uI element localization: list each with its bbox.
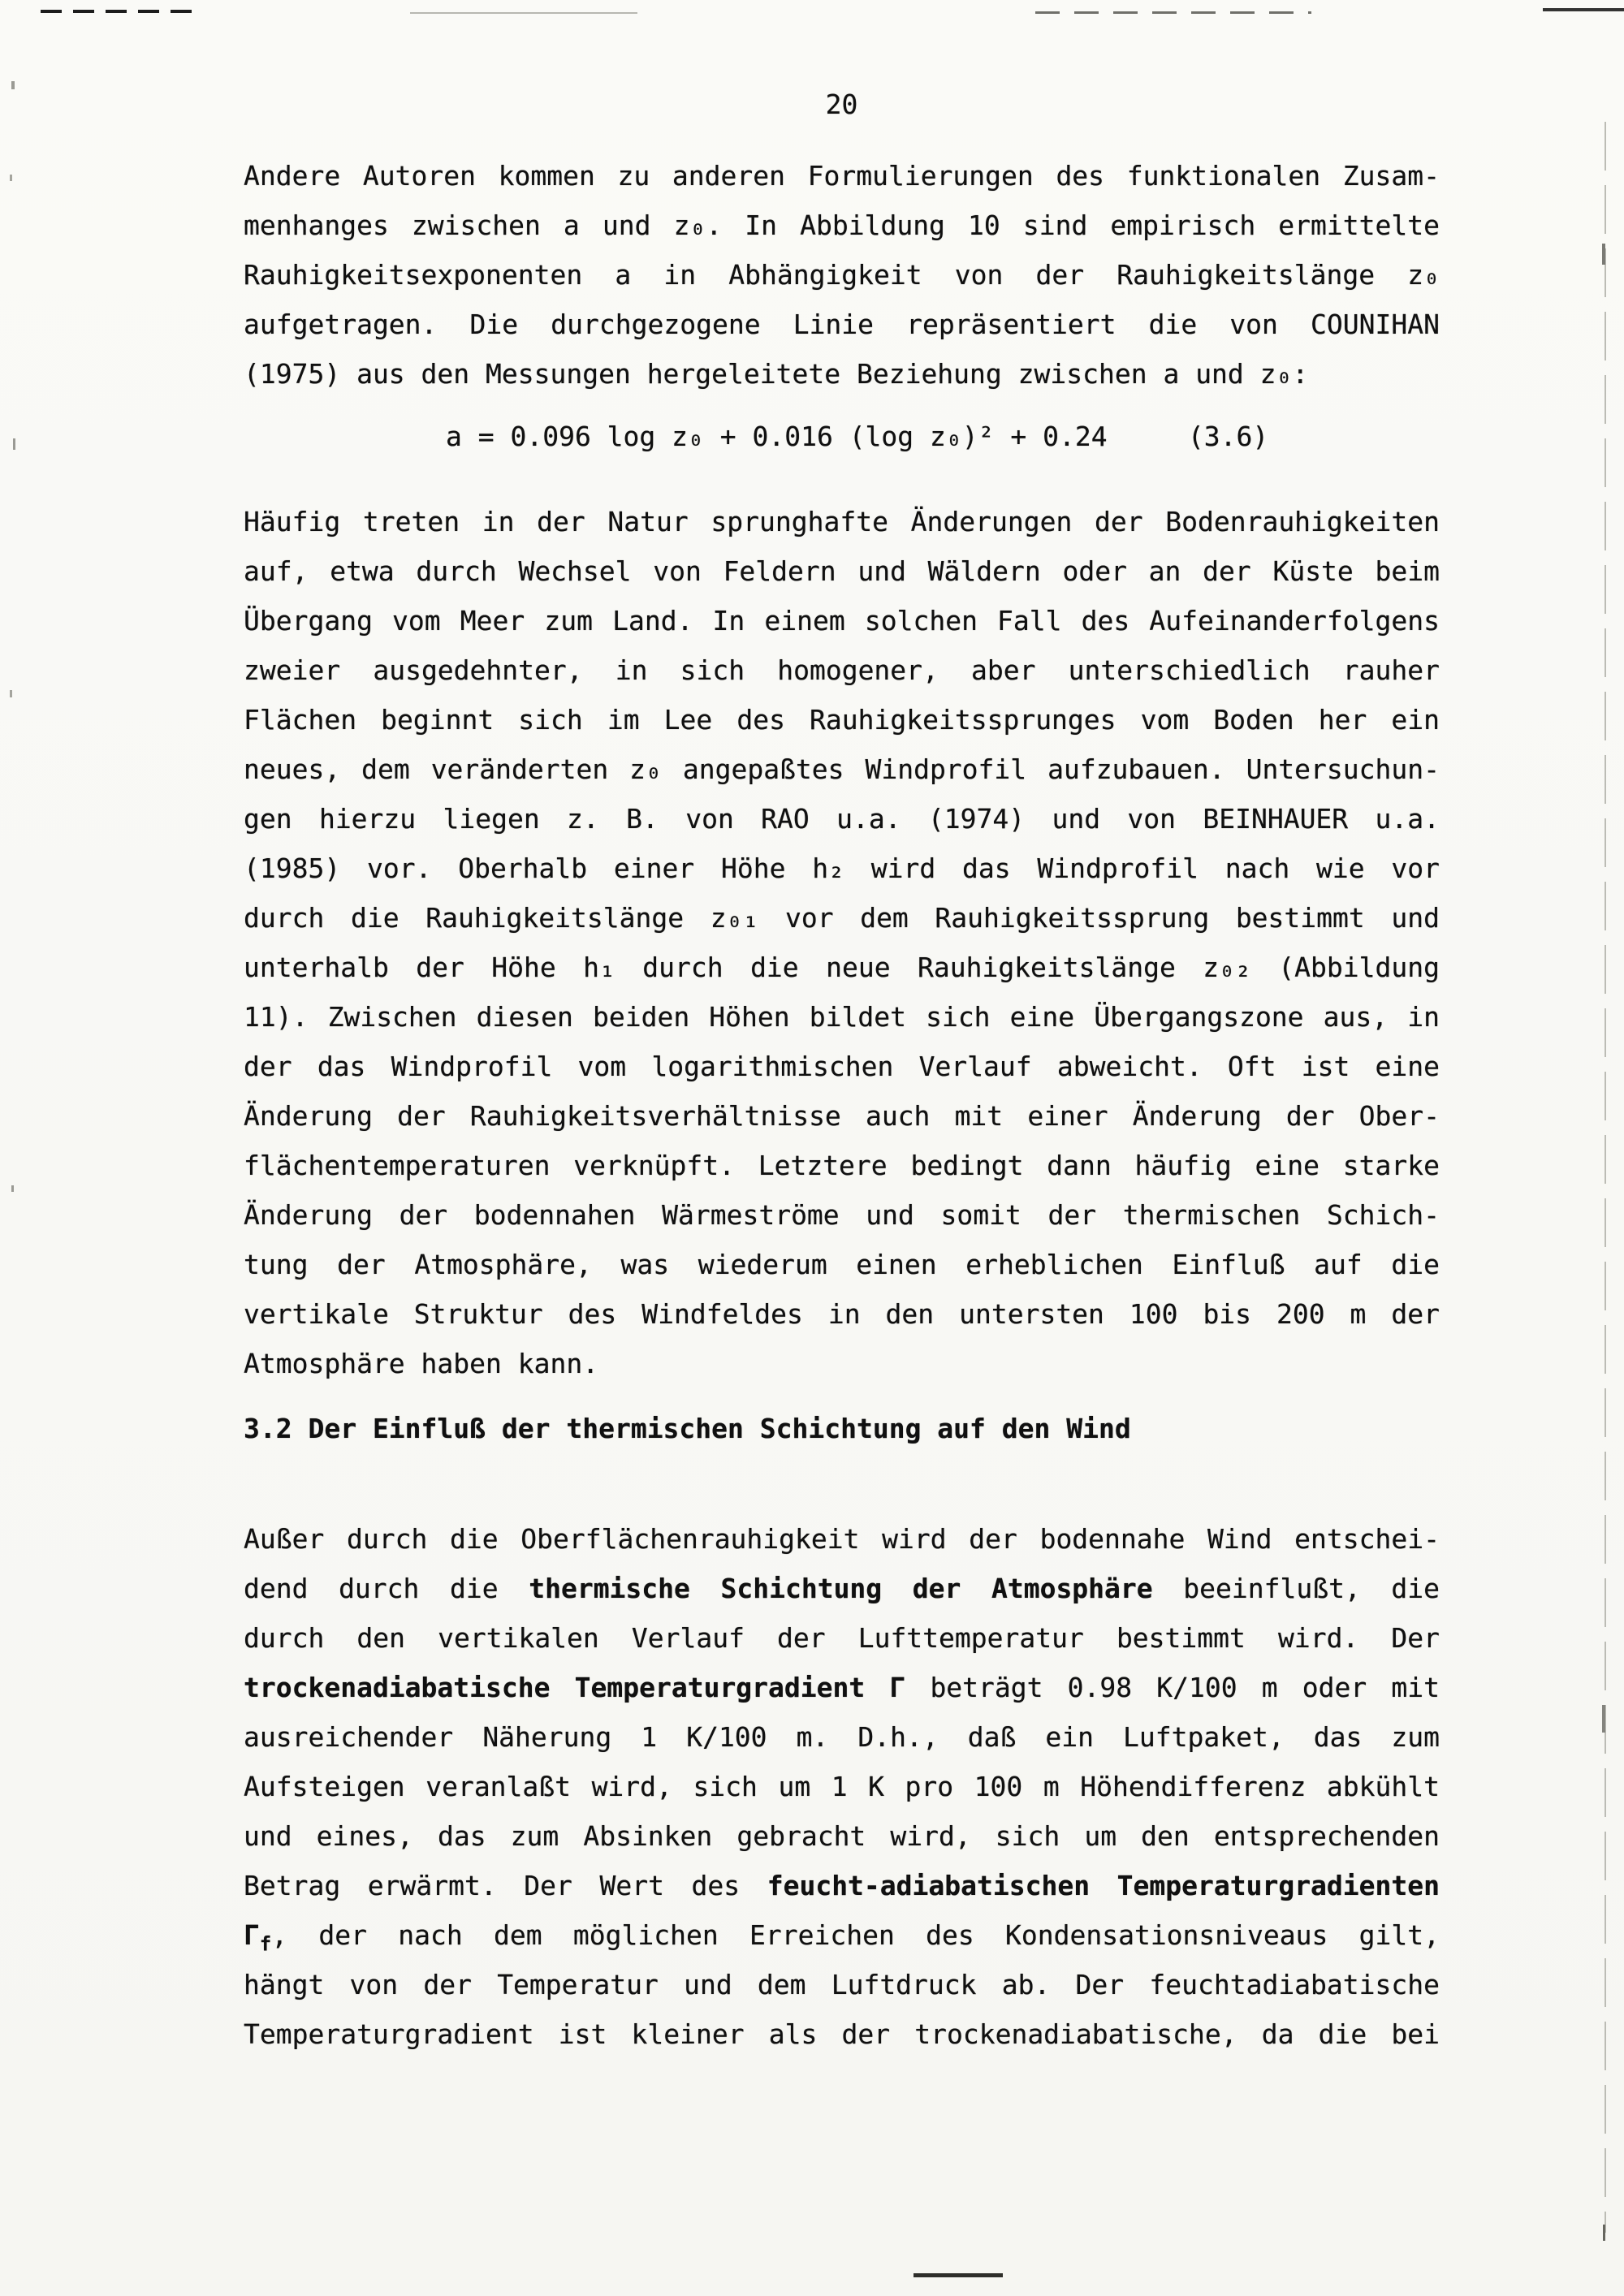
text-segment: Häufig treten in der Natur sprunghafte Änderungen der Bodenrauhigkeiten <box>244 506 1440 537</box>
text-segment: ausreichender Näherung 1 K/100 m. D.h., daß ein Luftpaket, das zum <box>244 1721 1440 1753</box>
bold-text: Γ <box>889 1672 906 1703</box>
text-segment: der das Windprofil vom logarithmischen Verlauf abweicht. Oft ist eine <box>244 1051 1440 1082</box>
text-segment: 11). Zwischen diesen beiden Höhen bildet sich eine Übergangszone aus, in <box>244 1001 1440 1033</box>
scan-artifact-top-dash <box>41 10 203 13</box>
text-segment: und eines, das zum Absinken gebracht wird, sich um den entsprechenden <box>244 1820 1440 1852</box>
text-line <box>244 151 1440 201</box>
text-segment: Außer durch die Oberflächenrauhigkeit wird der bodennahe Wind entschei- <box>244 1523 1440 1555</box>
text-line <box>244 1404 1440 1453</box>
text-line <box>244 992 1440 1042</box>
text-line <box>244 1240 1440 1289</box>
text-line <box>244 546 1440 596</box>
text-segment: menhanges zwischen a und z₀. In Abbildung 10 sind empirisch ermittelte <box>244 209 1440 241</box>
scan-artifact-top-dash <box>1543 8 1624 11</box>
text-segment: dend durch die <box>244 1573 529 1604</box>
text-segment <box>865 1672 889 1703</box>
equation-3-6 <box>244 412 1440 461</box>
text-line <box>244 1289 1440 1339</box>
text-line <box>244 744 1440 794</box>
paragraph-thermal-stratification <box>244 1514 1440 2059</box>
text-segment: gen hierzu liegen z. B. von RAO u.a. (1974) und von BEINHAUER u.a. <box>244 803 1440 835</box>
text-segment: auf, etwa durch Wechsel von Feldern und Wäldern oder an der Küste beim <box>244 555 1440 587</box>
bold-text: thermische Schichtung der Atmosphäre <box>529 1573 1153 1604</box>
text-line <box>244 1190 1440 1240</box>
text-line <box>244 1613 1440 1663</box>
paragraph-roughness-relation <box>244 151 1440 399</box>
text-segment: zweier ausgedehnter, in sich homogener, aber unterschiedlich rauher <box>244 654 1440 686</box>
text-line <box>244 300 1440 349</box>
bold-text: trockenadiabatische Temperaturgradient <box>244 1672 866 1703</box>
text-line <box>244 1712 1440 1762</box>
scan-artifact-left-speck <box>10 690 12 697</box>
text-segment: Andere Autoren kommen zu anderen Formulierungen des funktionalen Zusam- <box>244 160 1440 192</box>
document-body <box>244 151 1440 2059</box>
text-line <box>244 1141 1440 1190</box>
bold-text: f <box>259 1932 272 1956</box>
scan-artifact-left-speck <box>10 175 12 181</box>
text-line <box>244 844 1440 893</box>
text-segment: beträgt 0.98 K/100 m oder mit <box>905 1672 1440 1703</box>
text-line <box>244 645 1440 695</box>
text-line <box>244 794 1440 844</box>
scan-artifact-right-tick <box>1603 2225 1605 2241</box>
page-content <box>244 80 1440 2059</box>
paragraph-roughness-change <box>244 497 1440 1388</box>
text-segment: Rauhigkeitsexponenten a in Abhängigkeit von der Rauhigkeitslänge z₀ <box>244 259 1440 291</box>
bold-text: Γ <box>244 1919 260 1951</box>
text-line <box>244 2009 1440 2059</box>
text-line <box>244 1861 1440 1910</box>
text-line <box>244 1514 1440 1564</box>
scan-artifact-right-edge-line <box>1605 122 1606 2233</box>
text-segment: Flächen beginnt sich im Lee des Rauhigkeitssprunges vom Boden her ein <box>244 704 1440 736</box>
text-line <box>244 1339 1440 1388</box>
text-segment: Aufsteigen veranlaßt wird, sich um 1 K pro 100 m Höhendifferenz abkühlt <box>244 1771 1440 1802</box>
section-heading-3-2 <box>244 1404 1440 1453</box>
text-segment: beeinflußt, die <box>1152 1573 1440 1604</box>
text-segment: flächentemperaturen verknüpft. Letztere bedingt dann häufig eine starke <box>244 1150 1440 1181</box>
bold-text: feucht-adiabatischen Temperaturgradienten <box>767 1870 1440 1901</box>
text-line <box>244 1762 1440 1811</box>
text-segment: tung der Atmosphäre, was wiederum einen erheblichen Einfluß auf die <box>244 1249 1440 1280</box>
text-line <box>244 1910 1440 1960</box>
scan-artifact-right-tick <box>1602 244 1605 265</box>
text-segment: aufgetragen. Die durchgezogene Linie repräsentiert die von COUNIHAN <box>244 309 1440 340</box>
text-segment: vertikale Struktur des Windfeldes in den untersten 100 bis 200 m der <box>244 1298 1440 1330</box>
text-line <box>244 349 1440 399</box>
text-line <box>244 943 1440 992</box>
text-line <box>244 1042 1440 1091</box>
text-line <box>244 250 1440 300</box>
text-segment: durch die Rauhigkeitslänge z₀₁ vor dem Rauhigkeitssprung bestimmt und <box>244 902 1440 934</box>
text-line <box>244 201 1440 250</box>
scan-artifact-left-speck <box>13 438 15 450</box>
scan-artifact-left-speck <box>11 1185 14 1192</box>
scan-artifact-top-dash <box>410 12 637 14</box>
text-line <box>244 1811 1440 1861</box>
text-segment: , der nach dem möglichen Erreichen des Kondensationsniveaus gilt, <box>271 1919 1440 1951</box>
text-line <box>244 695 1440 744</box>
text-line <box>244 596 1440 645</box>
text-segment: Temperaturgradient ist kleiner als der trockenadiabatische, da die bei <box>244 2018 1440 2050</box>
text-segment: (1985) vor. Oberhalb einer Höhe h₂ wird das Windprofil nach wie vor <box>244 852 1440 884</box>
scan-artifact-right-tick <box>1602 1705 1605 1733</box>
text-segment: unterhalb der Höhe h₁ durch die neue Rauhigkeitslänge z₀₂ (Abbildung <box>244 952 1440 983</box>
text-line <box>244 1091 1440 1141</box>
scan-artifact-bottom-dash <box>914 2273 1003 2277</box>
text-line <box>244 1960 1440 2009</box>
text-line <box>244 893 1440 943</box>
text-segment: Übergang vom Meer zum Land. In einem solchen Fall des Aufeinanderfolgens <box>244 605 1440 637</box>
text-segment: (1975) aus den Messungen hergeleitete Beziehung zwischen a und z₀: <box>244 358 1309 390</box>
text-line <box>244 1663 1440 1712</box>
text-segment: hängt von der Temperatur und dem Luftdruck ab. Der feuchtadiabatische <box>244 1969 1440 2000</box>
scan-artifact-top-dash <box>1035 11 1311 14</box>
text-segment: Betrag erwärmt. Der Wert des <box>244 1870 767 1901</box>
text-line <box>244 497 1440 546</box>
text-line <box>446 412 1440 461</box>
text-line <box>244 1564 1440 1613</box>
text-segment: Änderung der Rauhigkeitsverhältnisse auch mit einer Änderung der Ober- <box>244 1100 1440 1132</box>
bold-text: 3.2 Der Einfluß der thermischen Schichtung auf den Wind <box>244 1413 1131 1444</box>
text-segment: durch den vertikalen Verlauf der Lufttemperatur bestimmt wird. Der <box>244 1622 1440 1654</box>
text-segment: Änderung der bodennahen Wärmeströme und somit der thermischen Schich- <box>244 1199 1440 1231</box>
text-segment: Atmosphäre haben kann. <box>244 1348 599 1379</box>
text-segment: neues, dem veränderten z₀ angepaßtes Windprofil aufzubauen. Untersuchun- <box>244 753 1440 785</box>
text-segment: a = 0.096 log z₀ + 0.016 (log z₀)² + 0.24 (3.6) <box>446 421 1269 452</box>
page-number: 20 <box>825 88 858 120</box>
scan-artifact-left-speck <box>11 81 15 89</box>
